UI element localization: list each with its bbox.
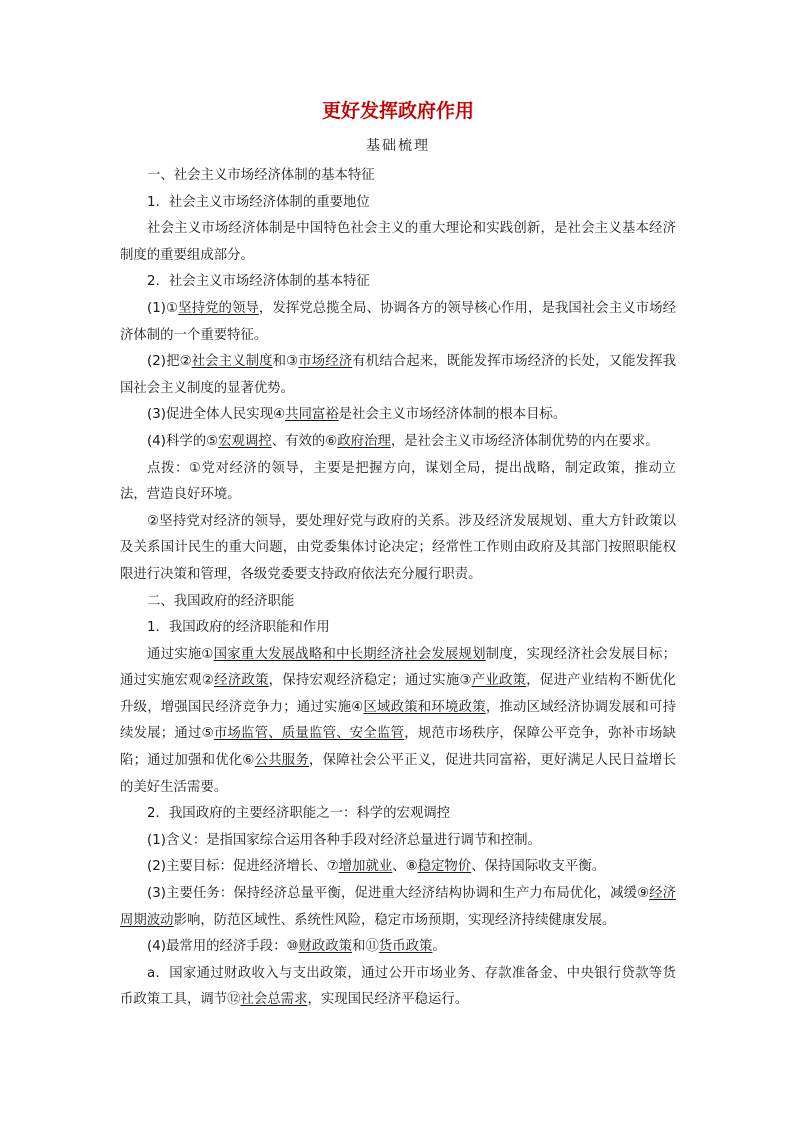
blank-answer: 货币政策 <box>378 939 433 955</box>
text: 有机结合起来，既能发挥市场经济的长处，又能发挥我国社会主义制度的显著优势。 <box>120 354 677 396</box>
text: 、⑧ <box>392 859 418 875</box>
blank-answer: 社会总需求 <box>240 992 308 1008</box>
subheading-2-2: 2．我国政府的主要经济职能之一：科学的宏观调控 <box>147 806 451 822</box>
tip-1: 点拨：①党对经济的领导，主要是把握方向，谋划全局，提出战略，制定政策，推动立法，营造良好环境。 <box>120 460 676 503</box>
monetary-policy-note <box>120 961 676 1014</box>
text: ，实现国民经济平稳运行。 <box>307 992 469 1008</box>
text: (3)促进全体人民实现④ <box>147 407 286 423</box>
document-page <box>120 96 676 1014</box>
blank-answer: 公共服务 <box>254 753 310 769</box>
subheading-1-1: 1．社会主义市场经济体制的重要地位 <box>147 194 370 210</box>
heading-1: 一、社会主义市场经济体制的基本特征 <box>147 168 375 183</box>
text: a．国家通过财政收入与支出政策，通过公开市场业务、存款准备金、中央银行贷款等货币政策工具，调节⑫ <box>120 965 676 1008</box>
feature-4 <box>120 429 676 456</box>
text: ，推动区域经济协调发展和可持续发展；通过⑤ <box>120 699 676 742</box>
paragraph-status: 社会主义市场经济体制是中国特色社会主义的重大理论和实践创新，是社会主义基本经济制度的重要组成部分。 <box>120 221 676 263</box>
text: (4)最常用的经济手段：⑩ <box>147 939 299 955</box>
text: 是社会主义市场经济体制的根本目标。 <box>338 407 567 423</box>
text: 和③ <box>272 354 299 370</box>
blank-answer: 增加就业 <box>338 859 393 875</box>
blank-answer: 经济政策 <box>214 673 269 689</box>
blank-answer: 稳定物价 <box>417 859 472 875</box>
text: 。 <box>432 939 446 955</box>
macro-tasks <box>120 881 676 934</box>
text: (3)主要任务：保持经济总量平衡，促进重大经济结构协调和生产力布局优化，减缓⑨ <box>147 886 650 902</box>
section-label: 基础梳理 <box>366 138 430 154</box>
subheading-2-1: 1．我国政府的经济职能和作用 <box>147 620 330 636</box>
text: 影响，防范区域性、系统性风险，稳定市场预期，实现经济持续健康发展。 <box>173 912 616 928</box>
blank-answer: 经济周期波动 <box>120 886 676 928</box>
blank-answer: 产业政策 <box>471 673 527 689</box>
text: ，规范市场秩序，保障公平竞争，弥补市场缺陷；通过加强和优化⑥ <box>120 726 677 769</box>
blank-answer: 区域政策和环境政策 <box>363 699 486 715</box>
text: (1)① <box>147 300 179 316</box>
paragraph-functions <box>120 642 676 802</box>
heading-2: 二、我国政府的经济职能 <box>147 593 295 609</box>
text: (2)主要目标：促进经济增长、⑦ <box>147 859 339 875</box>
text: (4)科学的⑤ <box>147 433 219 449</box>
tip-2: ②坚持党对经济的领导，要处理好党与政府的关系。涉及经济发展规划、重大方针政策以及关系国计民生的重大问题，由党委集体讨论决定；经常性工作则由政府及其部门按照职能权限进行决策和管理，各级党委要支持政府依法充分履行职责。 <box>120 513 676 582</box>
macro-tools <box>120 934 676 961</box>
text: ，保障社会公平正义，促进共同富裕，更好满足人民日益增长的美好生活需要。 <box>120 753 676 795</box>
subheading-1-2: 2．社会主义市场经济体制的基本特征 <box>147 274 370 290</box>
feature-3 <box>120 402 676 429</box>
blank-answer: 市场经济 <box>298 354 353 370</box>
text: ，发挥党总揽全局、协调各方的领导核心作用，是我国社会主义市场经济体制的一个重要特征。 <box>120 300 676 343</box>
macro-definition: (1)含义：是指国家综合运用各种手段对经济总量进行调节和控制。 <box>147 832 541 848</box>
text: ，是社会主义市场经济体制优势的内在要求。 <box>390 433 659 449</box>
text: ，促进产业结构不断优化升级，增强国民经济竞争力；通过实施④ <box>120 673 677 715</box>
blank-answer: 社会主义制度 <box>191 354 273 370</box>
text: 、有效的⑥ <box>271 433 338 449</box>
doc-title: 更好发挥政府作用 <box>321 100 474 122</box>
blank-answer: 坚持党的领导 <box>178 300 259 316</box>
text: 和⑪ <box>352 939 379 955</box>
text: (2)把② <box>147 354 192 370</box>
blank-answer: 共同富裕 <box>285 407 339 423</box>
feature-1 <box>120 296 676 349</box>
text: 制度，实现经济社会发展目标；通过实施宏观② <box>120 646 677 689</box>
blank-answer: 财政政策 <box>298 939 353 955</box>
blank-answer: 宏观调控 <box>218 433 272 449</box>
text: ，保持宏观经济稳定；通过实施③ <box>268 673 472 689</box>
text: 通过实施① <box>147 646 214 662</box>
blank-answer: 市场监管、质量监管、安全监管 <box>213 726 405 742</box>
feature-2 <box>120 349 676 402</box>
blank-answer: 国家重大发展战略和中长期经济社会发展规划 <box>213 646 486 662</box>
text: 、保持国际收支平衡。 <box>471 859 606 875</box>
blank-answer: 政府治理 <box>337 433 391 449</box>
macro-goals <box>120 854 676 881</box>
